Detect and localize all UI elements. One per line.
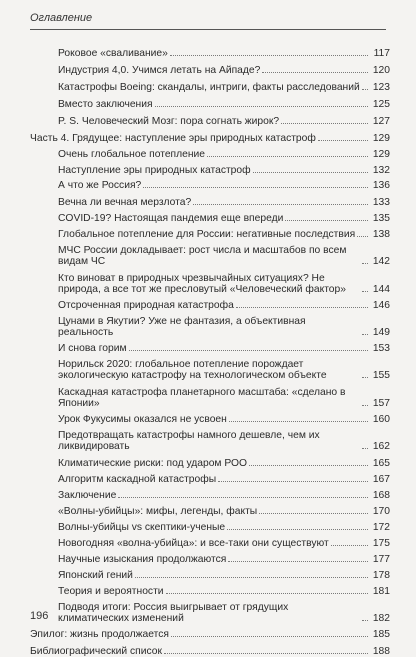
toc-entry-page: 157 xyxy=(372,398,390,409)
toc-entry xyxy=(30,229,390,240)
toc-entry xyxy=(30,430,390,452)
toc-entry xyxy=(30,99,390,110)
dot-leader xyxy=(362,405,368,406)
toc-entry-page: 142 xyxy=(372,256,390,267)
toc-entry xyxy=(30,65,390,76)
toc-entry-title: Теория и вероятности xyxy=(58,586,164,597)
dot-leader xyxy=(331,545,368,546)
toc-entry-title: И снова горим xyxy=(58,343,127,354)
dot-leader xyxy=(227,529,368,530)
toc-entry-title: Библиографический список xyxy=(30,646,162,657)
dot-leader xyxy=(285,220,368,221)
toc-entry-title: Заключение xyxy=(58,490,117,501)
toc-entry-title: Новогодняя «волна-убийца»: и все-таки они существуют xyxy=(58,538,329,549)
toc-entry-page: 162 xyxy=(372,441,390,452)
toc-entry-title: Часть 4. Грядущее: наступление эры природных катастроф xyxy=(30,133,316,144)
toc-entry-title: Научные изыскания продолжаются xyxy=(58,554,227,565)
dot-leader xyxy=(362,377,368,378)
toc-entry-page: 144 xyxy=(372,284,390,295)
running-header: Оглавление xyxy=(30,12,93,24)
dot-leader xyxy=(318,140,368,141)
toc-entry-title: МЧС России докладывает: рост числа и масштабов по всем видам ЧС xyxy=(58,245,347,267)
toc-entry-title: P. S. Человеческий Мозг: пора согнать жирок? xyxy=(58,116,280,127)
toc-entry xyxy=(30,506,390,517)
toc-entry-page: 178 xyxy=(372,570,390,581)
toc-entry xyxy=(30,490,390,501)
toc-entry-title: Глобальное потепление для России: негативные последствия xyxy=(58,229,356,240)
toc-entry xyxy=(30,602,390,624)
dot-leader xyxy=(259,513,368,514)
dot-leader xyxy=(143,187,368,188)
toc-entry-title: Катастрофы Boeing: скандалы, интриги, факты расследований xyxy=(58,82,360,93)
toc-entry-title: Очень глобальное потепление xyxy=(58,149,206,160)
toc-entry xyxy=(30,538,390,549)
toc-entry-title: Норильск 2020: глобальное потепление порождает экологическую катастрофу на технологическом объекте xyxy=(58,359,327,381)
toc-entry-page: 149 xyxy=(372,327,390,338)
toc-entry-title: Роковое «сваливание» xyxy=(58,48,168,59)
dot-leader xyxy=(164,653,368,654)
toc-entry-page: 185 xyxy=(372,629,390,640)
toc-entry-title: Вместо заключения xyxy=(58,99,153,110)
toc-entry-title: Индустрия 4,0. Учимся летать на Айпаде? xyxy=(58,65,261,76)
toc-entry-title: Волны-убийцы vs скептики-ученые xyxy=(58,522,226,533)
toc-entry-page: 129 xyxy=(372,133,390,144)
toc-entry-title: Предотвращать катастрофы намного дешевле, чем их ликвидировать xyxy=(58,430,320,452)
toc-entry xyxy=(30,387,390,409)
toc-entry xyxy=(30,414,390,425)
toc-entry-page: 117 xyxy=(373,48,390,59)
dot-leader xyxy=(170,55,368,56)
toc-entry xyxy=(30,165,390,176)
dot-leader xyxy=(362,620,368,621)
toc-entry-page: 175 xyxy=(372,538,390,549)
dot-leader xyxy=(193,204,368,205)
toc-entry xyxy=(30,180,390,191)
toc-entry-title: Климатические риски: под ударом РОО xyxy=(58,458,248,469)
toc-entry xyxy=(30,197,390,208)
toc-entry-page: 177 xyxy=(372,554,390,565)
dot-leader xyxy=(253,172,368,173)
dot-leader xyxy=(281,123,368,124)
dot-leader xyxy=(229,421,368,422)
toc-entry-title: Отсроченная природная катастрофа xyxy=(58,300,234,311)
page-number: 196 xyxy=(30,610,49,622)
toc-entry xyxy=(30,48,390,59)
toc-entry-page: 160 xyxy=(372,414,390,425)
toc-entry-title: Вечна ли вечная мерзлота? xyxy=(58,197,192,208)
toc-entry-title: Алгоритм каскадной катастрофы xyxy=(58,474,217,485)
toc-entry-page: 129 xyxy=(372,149,390,160)
toc-entry-page: 135 xyxy=(372,213,390,224)
toc-entry xyxy=(30,116,390,127)
toc-entry-title: Каскадная катастрофа планетарного масштаба: «сделано в Японии» xyxy=(58,387,346,409)
dot-leader xyxy=(228,561,368,562)
toc-entry xyxy=(30,522,390,533)
dot-leader xyxy=(135,577,368,578)
toc-entry xyxy=(30,586,390,597)
toc-entry xyxy=(30,300,390,311)
toc-entry-title: Японский гений xyxy=(58,570,133,581)
toc-entry-title: Наступление эры природных катастроф xyxy=(58,165,251,176)
dot-leader xyxy=(357,236,368,237)
toc-entry-page: 132 xyxy=(372,165,390,176)
dot-leader xyxy=(362,334,368,335)
toc-entry-page: 181 xyxy=(372,586,390,597)
toc-entry xyxy=(30,343,390,354)
toc-entry xyxy=(30,474,390,485)
dot-leader xyxy=(362,448,368,449)
toc-entry-page: 138 xyxy=(372,229,390,240)
toc-entry xyxy=(30,213,390,224)
toc-entry-page: 120 xyxy=(372,65,390,76)
dot-leader xyxy=(171,636,368,637)
dot-leader xyxy=(362,89,368,90)
dot-leader xyxy=(362,291,368,292)
toc-entry-page: 155 xyxy=(372,370,390,381)
dot-leader xyxy=(262,72,368,73)
toc-entry-title: Урок Фукусимы оказался не усвоен xyxy=(58,414,227,425)
toc-entry-page: 146 xyxy=(372,300,390,311)
table-of-contents xyxy=(30,43,390,657)
toc-entry xyxy=(30,554,390,565)
toc-entry-title: Кто виноват в природных чрезвычайных ситуациях? Не природа, а все тот же пресловутый «Человеческий фактор» xyxy=(58,273,346,295)
dot-leader xyxy=(129,350,368,351)
toc-entry-title: Цунами в Якутии? Уже не фантазия, а объективная реальность xyxy=(58,316,306,338)
toc-entry xyxy=(30,133,390,144)
toc-entry-page: 188 xyxy=(372,646,390,657)
toc-entry xyxy=(30,245,390,267)
dot-leader xyxy=(118,497,368,498)
toc-entry-title: Эпилог: жизнь продолжается xyxy=(30,629,169,640)
toc-entry xyxy=(30,570,390,581)
toc-entry-title: А что же Россия? xyxy=(58,180,142,191)
toc-entry-page: 168 xyxy=(372,490,390,501)
toc-entry xyxy=(30,316,390,338)
dot-leader xyxy=(166,593,368,594)
toc-entry-page: 172 xyxy=(372,522,390,533)
toc-entry-title: Подводя итоги: Россия выигрывает от грядущих климатических изменений xyxy=(58,602,289,624)
toc-entry-page: 165 xyxy=(372,458,390,469)
toc-entry-page: 170 xyxy=(372,506,390,517)
toc-entry-page: 153 xyxy=(372,343,390,354)
toc-entry-page: 136 xyxy=(372,180,390,191)
toc-entry-page: 133 xyxy=(372,197,390,208)
toc-entry-page: 123 xyxy=(372,82,390,93)
dot-leader xyxy=(362,263,368,264)
dot-leader xyxy=(218,481,368,482)
dot-leader xyxy=(207,156,368,157)
toc-entry-page: 167 xyxy=(372,474,390,485)
toc-entry-page: 182 xyxy=(372,613,390,624)
toc-entry-page: 127 xyxy=(372,116,390,127)
toc-entry xyxy=(30,646,390,657)
dot-leader xyxy=(249,465,368,466)
dot-leader xyxy=(155,106,368,107)
toc-entry xyxy=(30,629,390,640)
toc-entry xyxy=(30,458,390,469)
toc-entry xyxy=(30,149,390,160)
toc-entry xyxy=(30,273,390,295)
toc-entry-title: «Волны-убийцы»: мифы, легенды, факты xyxy=(58,506,258,517)
toc-entry-title: COVID-19? Настоящая пандемия еще впереди xyxy=(58,213,284,224)
header-rule xyxy=(30,29,386,30)
toc-entry xyxy=(30,82,390,93)
dot-leader xyxy=(236,307,368,308)
toc-entry-page: 125 xyxy=(372,99,390,110)
toc-entry xyxy=(30,359,390,381)
